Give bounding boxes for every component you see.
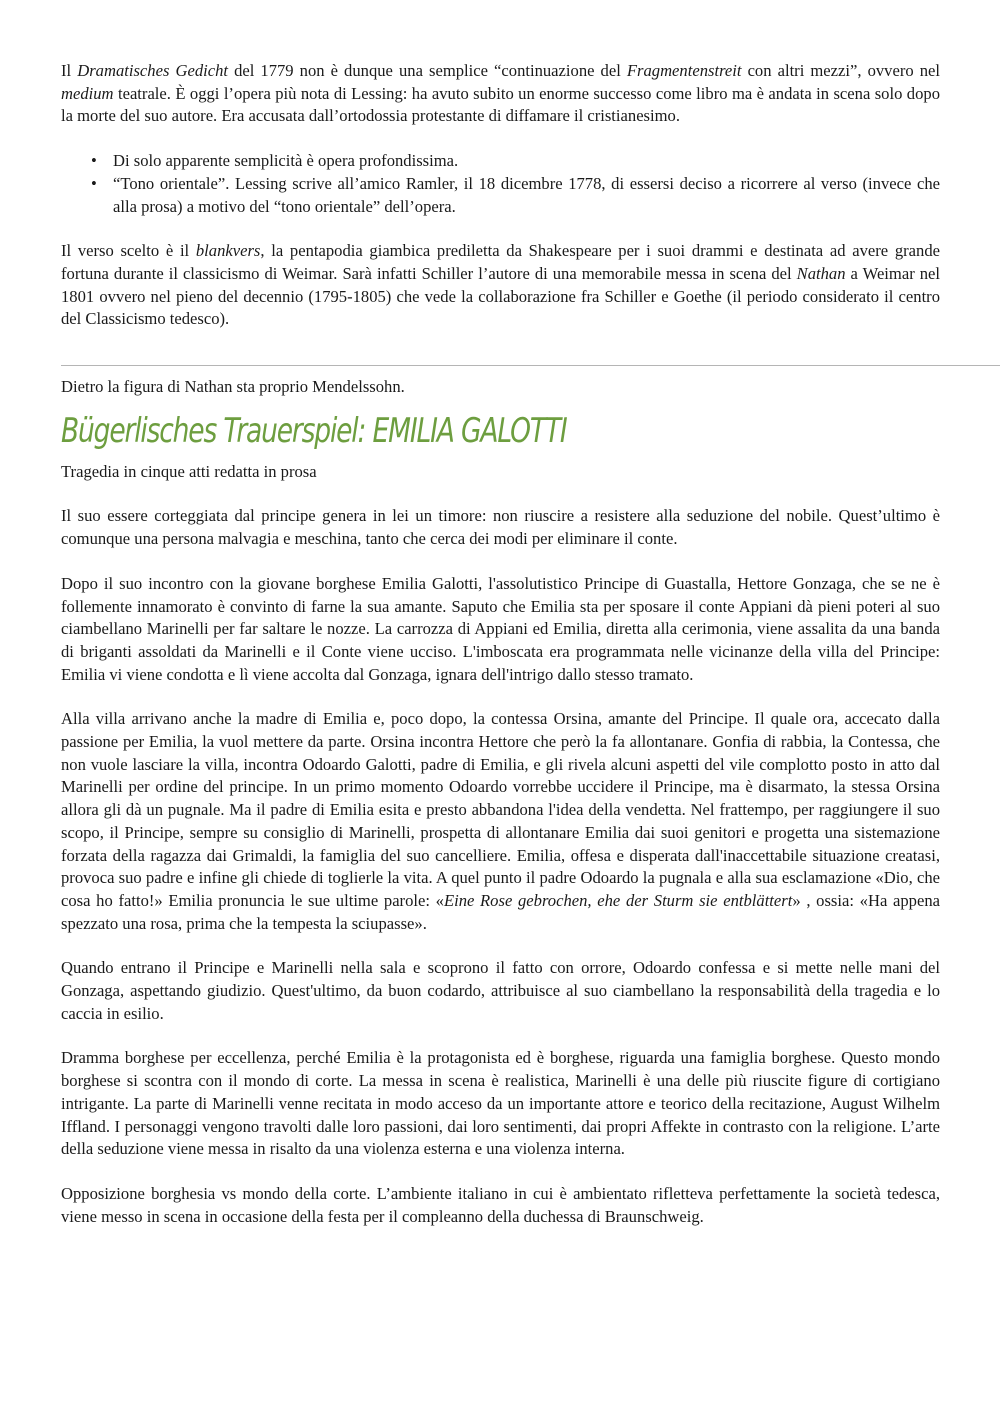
body-paragraph: Dopo il suo incontro con la giovane borghese Emilia Galotti, l'assolutistico Principe di Guastalla, Hettore Gonzaga, che se ne è follemente innamorato è convinto di farne la sua amante. Saputo che Emilia sta per sposare il conte Appiani dà pieni poteri al suo ciambellano Marinelli per far saltare le nozze. La carrozza di Appiani ed Emilia, diretta alla cerimonia, viene assalita da una banda di briganti assoldati da Marinelli e il Conte viene ucciso. L'imboscata era programmata nelle vicinanze della villa del Principe: Emilia vi viene condotta e lì viene accolta dal Gonzaga, ignara dell'intrigo dallo stesso tramato. — [61, 573, 940, 684]
intro-paragraph-1: Il Dramatisches Gedicht del 1779 non è dunque una semplice “continuazione del Fragmentenstreit con altri mezzi”, ovvero nel medium teatrale. È oggi l’opera più nota di Lessing: ha avuto subito un enorme successo come libro ma è andata in scena solo dopo la morte del suo autore. Era accusata dall’ortodossia protestante di diffamare il cristianesimo. — [61, 61, 940, 126]
bullet-icon: • — [91, 151, 97, 171]
bullet-icon: • — [91, 173, 97, 193]
list-item: • “Tono orientale”. Lessing scrive all’amico Ramler, il 18 dicembre 1778, di essersi deciso a ricorrere al verso (invece che alla prosa) a motivo del “tono orientale” dell’opera. — [91, 173, 940, 216]
list-item: • Di solo apparente semplicità è opera profondissima. — [61, 150, 940, 173]
body-paragraph: Alla villa arrivano anche la madre di Emilia e, poco dopo, la contessa Orsina, amante del Principe. Il quale ora, accecato dalla passione per Emilia, la vuol mettere da parte. Orsina incontra Hettore che però la fa allontanare. Gonfia di rabbia, la Contessa, che non vuole lasciare la villa, incontra Odoardo Galotti, padre di Emilia, e gli rivela alcuni aspetti del vile complotto posto in atto dal Marinelli per ordine del principe. In un primo momento Odoardo vorrebbe uccidere il Principe, ma è disarmato, la stessa Orsina allora gli dà un pugnale. Ma il padre di Emilia esita e presto abbandona l'idea della vendetta. Nel frattempo, per raggiungere il suo scopo, il Principe, sempre su consiglio di Marinelli, prospetta di allontanare Emilia dai suoi genitori e progetta una sistemazione forzata della ragazza dai Grimaldi, la famiglia del suo cancelliere. Emilia, offesa e disperata dall'inaccettabile situazione creatasi, provoca suo padre e infine gli chiede di toglierle la vita. A quel punto il padre Odoardo la pugnala e alla sua esclamazione «Dio, che cosa ho fatto!» Emilia pronuncia le sue ultime parole: «Eine Rose gebrochen, ehe der Sturm sie entblättert» , ossia: «Ha appena spezzato una rosa, prima che la tempesta la sciupasse». — [61, 709, 940, 933]
body-paragraph: Quando entrano il Principe e Marinelli nella sala e scoprono il fatto con orrore, Odoardo confessa e si mette nelle mani del Gonzaga, aspettando giudizio. Quest'ultimo, da buon codardo, attribuisce al suo ciambellano la responsabilità della tragedia e lo caccia in esilio. — [61, 958, 940, 1023]
section-emilia-galotti — [61, 376, 940, 1228]
intro-paragraph-2: Il verso scelto è il blankvers, la pentapodia giambica prediletta da Shakespeare per i suoi drammi e destinata ad avere grande fortuna durante il classicismo di Weimar. Sarà infatti Schiller l’autore di una memorabile messa in scena del Nathan a Weimar nel 1801 ovvero nel pieno del decennio (1795-1805) che vede la collaborazione fra Schiller e Goethe (il periodo considerato il centro del Classicismo tedesco). — [61, 241, 941, 329]
intro-block — [61, 60, 940, 331]
body-paragraph: Il suo essere corteggiata dal principe genera in lei un timore: non riuscire a resistere alla seduzione del nobile. Quest’ultimo è comunque una persona malvagia e meschina, tanto che cerca dei modi per eliminare il conte. — [61, 506, 940, 549]
section-subtitle: Tragedia in cinque atti redatta in prosa — [61, 461, 317, 481]
nathan-note: Dietro la figura di Nathan sta proprio Mendelssohn. — [61, 377, 405, 396]
section-heading: Bügerlisches Trauerspiel: EMILIA GALOTTI — [61, 410, 567, 451]
horizontal-divider — [61, 365, 1000, 366]
bullet-list — [61, 150, 940, 218]
body-paragraph: Dramma borghese per eccellenza, perché Emilia è la protagonista ed è borghese, riguarda una famiglia borghese. Questo mondo borghese si scontra con il mondo di corte. La messa in scena è realistica, Marinelli è una delle più riuscite figure di cortigiano intrigante. La parte di Marinelli venne recitata in modo acceso da un importante attore e teorico della recitazione, August Wilhelm Iffland. I personaggi vengono travolti dalle loro passioni, dai loro sentimenti, dai propri Affekte in contrasto con la religione. L’arte della seduzione viene messa in risalto da una violenza esterna e una violenza interna. — [61, 1048, 940, 1159]
body-paragraph: Opposizione borghesia vs mondo della corte. L’ambiente italiano in cui è ambientato rifletteva perfettamente la società tedesca, viene messo in scena in occasione della festa per il compleanno della duchessa di Braunschweig. — [61, 1183, 940, 1226]
